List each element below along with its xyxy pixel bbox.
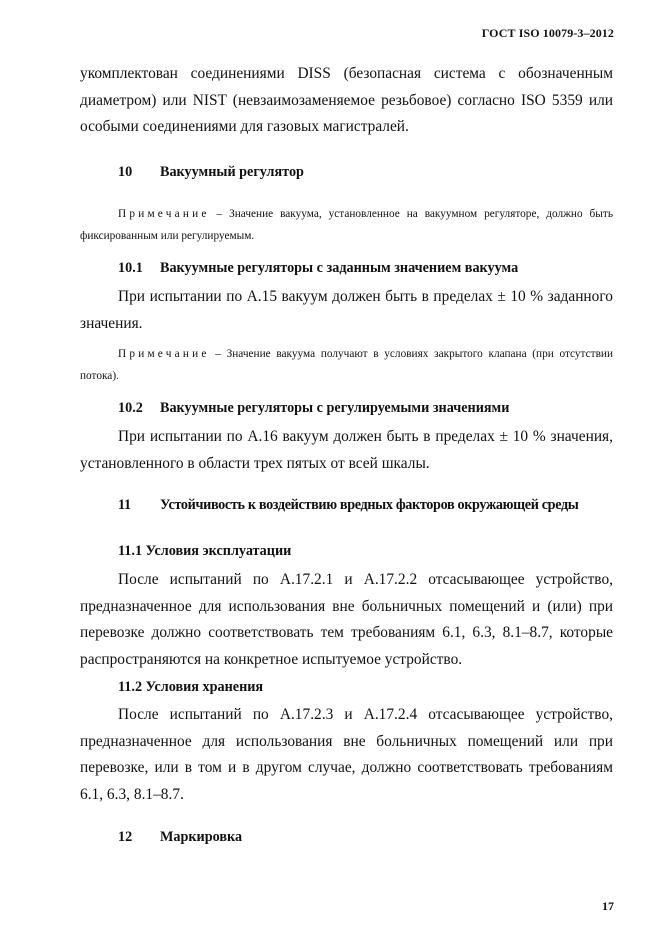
section-11-1-heading: 11.1 Условия эксплуатации <box>118 543 292 559</box>
section-title: Вакуумные регуляторы с регулируемыми значениями <box>160 400 510 416</box>
section-10-2-text: При испытании по А.16 вакуум должен быть в пределах ± 10 % значения, установленного в области трех пятых от всей шкалы. <box>80 428 613 472</box>
section-title: Маркировка <box>160 829 243 845</box>
section-11-1-text: После испытаний по А.17.2.1 и А.17.2.2 отсасывающее устройство, предназначенное для использования вне больничных помещений и (или) при перевозке должно соответствовать тем требованиям 6.1, 6.3, 8.1–8.7, которые распространяются на конкретное испытуемое устройство. <box>80 571 613 668</box>
section-title: Устойчивость к воздействию вредных факторов окружающей среды <box>160 497 579 513</box>
note-label: Примечание <box>118 208 210 220</box>
section-number: 11 <box>118 497 131 513</box>
section-10-2-heading <box>118 400 509 417</box>
section-11-heading <box>118 497 579 514</box>
section-10-heading <box>118 164 304 181</box>
section-10-note <box>80 204 613 247</box>
section-number: 12 <box>118 829 133 845</box>
section-title: Вакуумные регуляторы с заданным значением вакуума <box>160 260 519 276</box>
note-text: – Значение вакуума, установленное на вакуумном регуляторе, должно быть фиксированным или регулируемым. <box>80 208 613 242</box>
document-header: ГОСТ ISO 10079-3–2012 <box>481 26 614 40</box>
section-number: 10 <box>118 164 133 180</box>
page-number: 17 <box>602 899 614 913</box>
intro-paragraph: укомплектован соединениями DISS (безопасная система с обозначенным диаметром) или NIST (невзаимозаменяемое резьбовое) согласно ISO 5359 или особыми соединениями для газовых магистралей. <box>80 65 613 135</box>
section-title: Вакуумный регулятор <box>160 164 304 180</box>
section-number: 10.2 <box>118 400 143 416</box>
section-10-1-note <box>80 344 613 387</box>
section-10-1-text: При испытании по А.15 вакуум должен быть в пределах ± 10 % заданного значения. <box>80 288 613 332</box>
section-12-heading <box>118 829 242 846</box>
note-text: – Значение вакуума получают в условиях закрытого клапана (при отсутствии потока). <box>80 348 614 382</box>
note-label: Примечание <box>118 348 210 360</box>
section-number: 10.1 <box>118 260 143 276</box>
section-11-2-heading: 11.2 Условия хранения <box>118 679 264 695</box>
section-11-2-text: После испытаний по А.17.2.3 и А.17.2.4 отсасывающее устройство, предназначенное для использования вне больничных помещений или при перевозке, или в том и в другом случае, должно соответствовать требованиям 6.1, 6.3, 8.1–8.7. <box>80 706 613 803</box>
section-10-1-heading <box>118 260 518 277</box>
